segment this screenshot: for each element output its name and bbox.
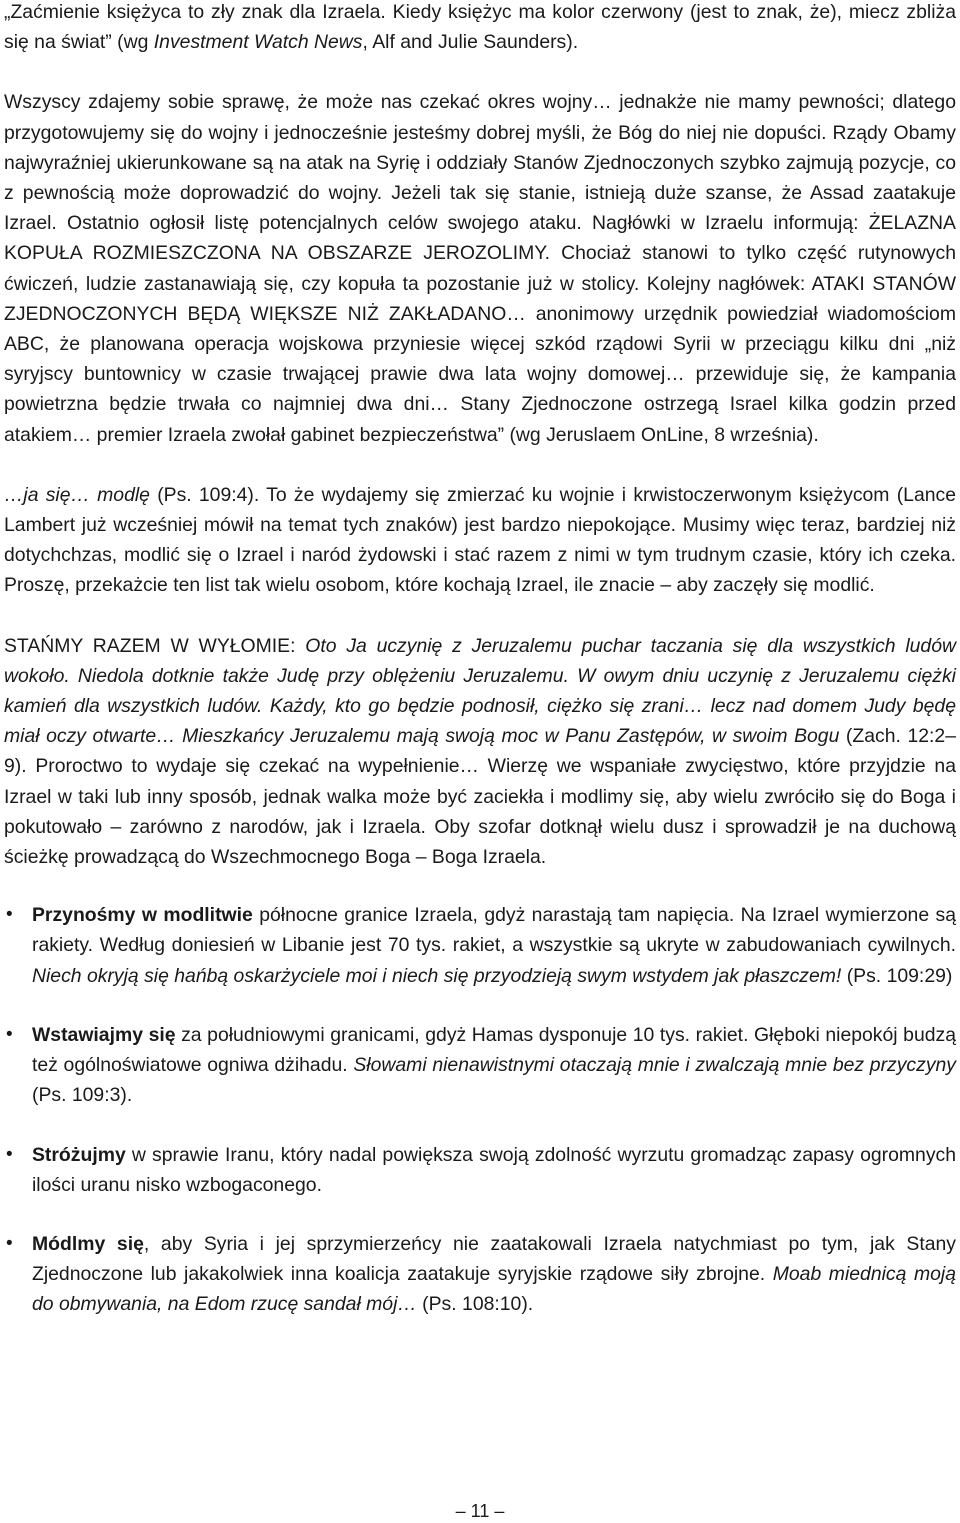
stand-together-heading: STAŃMY RAZEM W WYŁOMIE: — [4, 634, 306, 657]
psalm-quote: …ja się… modlę — [4, 483, 150, 506]
bullet-icon: • — [6, 1143, 13, 1165]
source-name: Investment Watch News — [153, 31, 363, 54]
list-item — [0, 900, 960, 991]
prayer-point-scripture: Niech okryją się hańbą oskarżyciele moi i niech się przyodzieją swym wstydem jak płaszczem! — [32, 964, 842, 987]
list-item — [0, 1229, 960, 1320]
prayer-point-reference: (Ps. 109:3). — [32, 1084, 133, 1107]
prayer-point-lead: Wstawiajmy się — [32, 1023, 176, 1046]
prayer-point-text: północne granice Izraela, gdyż narastają tam napięcia. Na Izrael wymierzone są rakiety. Według doniesień w Libanie jest 70 tys. rakiet, a wszystkie są ukryte w zabudowaniach cywilnych. — [32, 904, 956, 957]
prayer-point-reference: (Ps. 109:29) — [841, 964, 953, 987]
quote-paragraph — [0, 0, 960, 57]
prayer-call-paragraph — [0, 480, 960, 601]
bullet-icon: • — [6, 1232, 13, 1254]
war-news-text: Wszyscy zdajemy sobie sprawę, że może nas czekać okres wojny… jednakże nie mamy pewności; dlatego przygotowujemy się do wojny i jednocześnie jesteśmy dobrej myśli, że Bóg do niej nie dopuści. Rządy Obamy najwyraźniej ukierunkowane są na atak na Syrię i oddziały Stanów Zjednoczonych szybko zajmują pozycje, co z pewnością może doprowadzić do wojny. Jeżeli tak się stanie, istnieją duże szanse, że Assad zaatakuje Izrael. Ostatnio ogłosił listę potencjalnych celów swojego ataku. Nagłówki w Izraelu informują: ŻELAZNA KOPUŁA ROZMIESZCZONA NA OBSZARZE JEROZOLIMY. Chociaż stanowi to tylko część rutynowych ćwiczeń, ludzie zastanawiają się, czy kopuła ta pozostanie już w stolicy. Kolejny nagłówek: ATAKI STANÓW ZJEDNOCZONYCH BĘDĄ WIĘKSZE NIŻ ZAKŁADANO… anonimowy urzędnik powiedział wiadomościom ABC, że planowana operacja wojskowa przyniesie więcej szkód rządowi Syrii w przeciągu kilku dni „niż syryjscy buntownicy w czasie trwającej prawie dwa lata wojny domowej… przewiduje się, że kampania powietrzna będzie trwała co najmniej dwa dni… Stany Zjednoczone ostrzegą Israel kilka godzin przed atakiem… premier Izraela zwołał gabinet bezpieczeństwa” (wg Jeruslaem OnLine, 8 września). — [4, 91, 956, 446]
prayer-point-text: w sprawie Iranu, który nadal powiększa swoją zdolność wyrzutu gromadząc zapasy ogromnych ilości uranu nisko wzbogaconego. — [32, 1143, 956, 1196]
prayer-point-reference: (Ps. 108:10). — [416, 1293, 534, 1316]
list-item — [0, 1140, 960, 1200]
page-number: – 11 – — [455, 1501, 505, 1521]
list-item — [0, 1020, 960, 1111]
prayer-point-scripture: Moab miednicą moją do obmywania, na Edom rzucę sandał mój… — [32, 1263, 956, 1316]
prayer-point-lead: Przynośmy w modlitwie — [32, 904, 253, 927]
prayer-point-text: , aby Syria i jej sprzymierzeńcy nie zaatakowali Izraela natychmiast po tym, jak Stany Zjednoczone lub jakakolwiek inna koalicja zaatakuje syryjskie rządowe siły zbrojne. — [32, 1232, 956, 1286]
prayer-point-lead: Módlmy się — [32, 1232, 144, 1255]
bullet-icon: • — [6, 1023, 13, 1045]
stand-together-text: (Zach. 12:2–9). Proroctwo to wydaje się czekać na wypełnienie… Wierzę we wspaniałe zwycięstwo, które przyjdzie na Izrael w taki lub inny sposób, jednak walka może być zaciekła i modlimy się, aby wielu zwróciło się do Boga i pokutowało – zarówno z narodów, jak i Izraela. Oby szofar dotknął wielu dusz i sprowadził je na duchową ścieżkę prowadzącą do Wszechmocnego Boga – Boga Izraela. — [4, 725, 956, 869]
zechariah-quote: Oto Ja uczynię z Jeruzalemu puchar taczania się dla wszystkich ludów wokoło. Niedola dotknie także Judę przy oblężeniu Jeruzalemu. W owym dniu uczynię z Jeruzalemu ciężki kamień dla wszystkich ludów. Każdy, kto go będzie podnosił, ciężko się zrani… lecz nad domem Judy będę miał oczy otwarte… Mieszkańcy Jeruzalemu mają swoją moc w Panu Zastępów, w swoim Bogu — [4, 634, 956, 748]
prayer-call-text: (Ps. 109:4). To że wydajemy się zmierzać ku wojnie i krwistoczerwonym księżycom (Lance Lambert już wcześniej mówił na temat tych znaków) jest bardzo niepokojące. Musimy więc teraz, bardziej niż dotychchzas, modlić się o Izrael i naród żydowski i stać razem z nimi w tym trudnym czasie, który ich czeka. Proszę, przekażcie ten list tak wielu osobom, które kochają Izrael, ile znacie – aby zaczęły się modlić. — [4, 483, 956, 597]
quote-text: „Zaćmienie księżyca to zły znak dla Izraela. Kiedy księżyc ma kolor czerwony (jest to znak, że), miecz zbliża się na świat” (wg — [4, 1, 956, 54]
prayer-point-scripture: Słowami nienawistnymi otaczają mnie i zwalczają mnie bez przyczyny — [353, 1054, 957, 1077]
prayer-point-lead: Stróżujmy — [32, 1143, 126, 1166]
prayer-point-text: za południowymi granicami, gdyż Hamas dysponuje 10 tys. rakiet. Głęboki niepokój budzą też ogólnoświatowe ogniwa dżihadu. — [32, 1023, 956, 1077]
prayer-points-list — [0, 900, 960, 1319]
source-authors: , Alf and Julie Saunders). — [362, 31, 579, 54]
bullet-icon: • — [6, 904, 13, 926]
war-news-paragraph — [0, 87, 960, 449]
stand-together-paragraph — [0, 631, 960, 873]
